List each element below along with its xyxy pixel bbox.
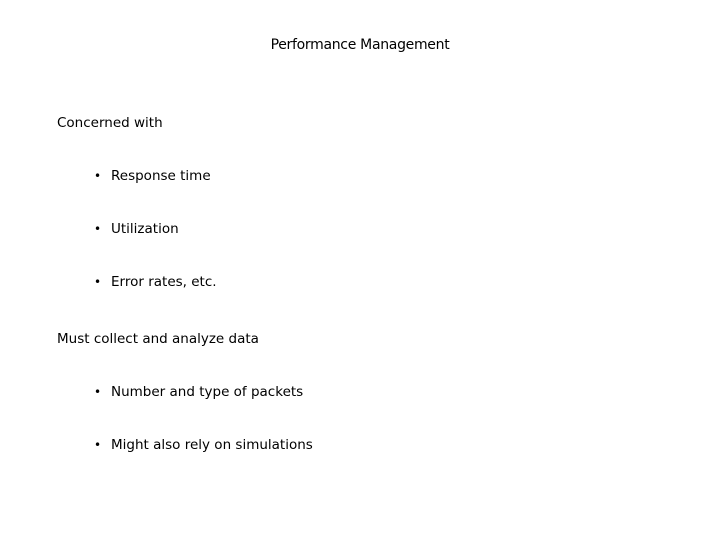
list-item-text: Might also rely on simulations [111, 437, 313, 453]
list-item [94, 437, 313, 453]
bullet-icon: • [94, 222, 102, 236]
list-item-text: Error rates, etc. [111, 274, 217, 290]
list-item [94, 384, 303, 400]
list-item [94, 168, 211, 184]
bullet-icon: • [94, 438, 102, 452]
slide-title: Performance Management [270, 37, 450, 53]
section-heading: Must collect and analyze data [57, 331, 259, 347]
bullet-icon: • [94, 385, 102, 399]
section-heading: Concerned with [57, 115, 163, 131]
bullet-icon: • [94, 169, 102, 183]
bullet-icon: • [94, 275, 102, 289]
list-item [94, 274, 217, 290]
list-item-text: Number and type of packets [111, 384, 304, 400]
list-item-text: Utilization [111, 221, 179, 237]
list-item [94, 221, 179, 237]
list-item-text: Response time [111, 168, 211, 184]
